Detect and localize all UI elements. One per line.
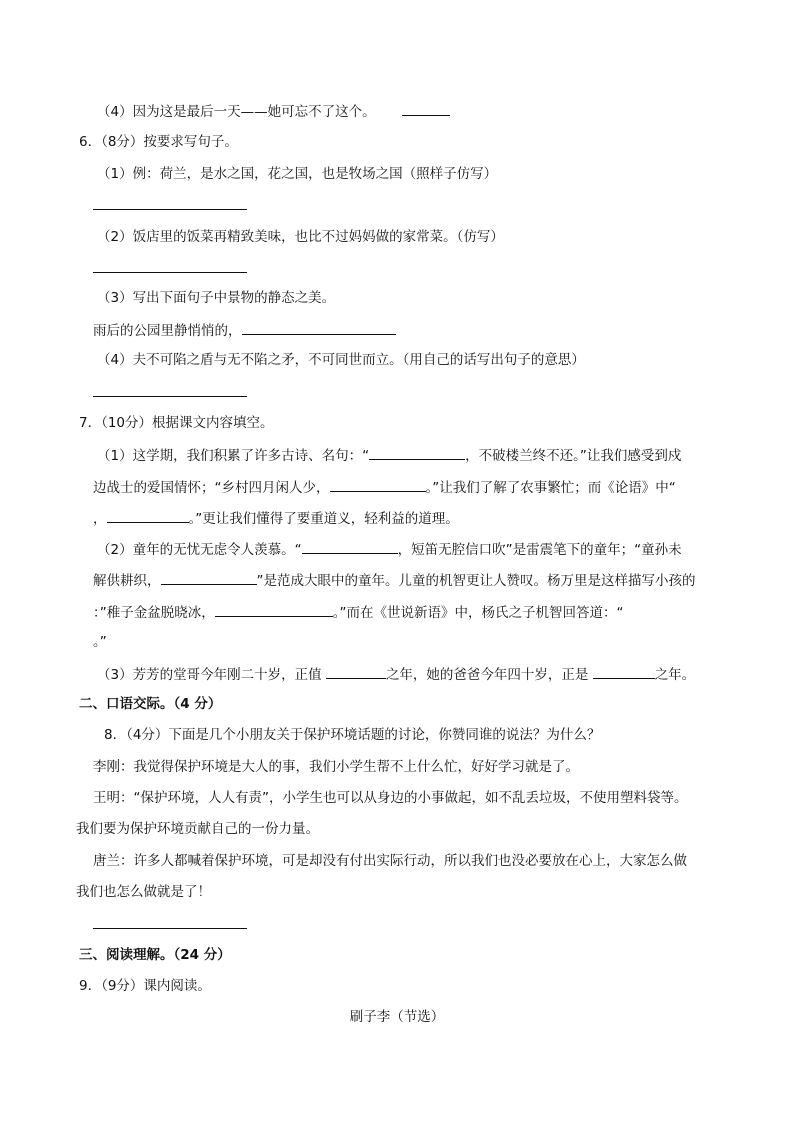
q7-p2-text-f: 。”而在《世说新语》中，杨氏之子机智回答道：“: [332, 605, 624, 621]
q7-p1-blank-2[interactable]: [330, 477, 426, 492]
q7-p2-line2: [93, 570, 696, 590]
q6-sub1: （1）例：荷兰，是水之国，花之国，也是牧场之国（照样子仿写）: [97, 166, 498, 182]
q8-tanglan-2: 我们也怎么做就是了！: [76, 884, 211, 900]
q7-p2-text-a: （2）童年的无忧无虑令人羡慕。“: [97, 542, 302, 558]
q5-sub4: [97, 101, 450, 121]
q7-p3-blank-2[interactable]: [593, 664, 655, 679]
q8-prompt: 8．（4分）下面是几个小朋友关于保护环境话题的讨论，你赞同谁的说法？为什么？: [104, 727, 601, 743]
q7-p3: [97, 664, 695, 684]
q8-tanglan-1: 唐兰：许多人都喊着保护环境，可是却没有付出实际行动，所以我们也没必要放在心上，大家怎么做: [93, 853, 687, 869]
q6-sub3-sentence: [93, 320, 396, 340]
q7-p1-text-e: ，: [93, 511, 107, 527]
q7-p3-text-c: 之年。: [654, 667, 696, 683]
q7-p1-line3: [93, 508, 459, 528]
q6-sub1-answer-line[interactable]: [93, 209, 247, 210]
q6-sub4-answer-line[interactable]: [93, 396, 247, 397]
q6-sub3: （3）写出下面句子中景物的静态之美。: [97, 290, 336, 306]
q7-p2-text-e: ：”稚子金盆脱晓冰，: [93, 605, 215, 621]
q6-sub4: （4）夫不可陷之盾与无不陷之矛，不可同世而立。（用自己的话写出句子的意思）: [97, 352, 585, 368]
q7-p2-blank-2[interactable]: [161, 570, 257, 585]
q8-wangming-1: 王明：“保护环境，人人有责”，小学生也可以从身边的小事做起，如不乱丢垃圾，不使用塑料袋等。: [93, 790, 688, 806]
q6-sub3-answer-blank[interactable]: [242, 320, 396, 335]
q7-p1-blank-3[interactable]: [107, 508, 189, 523]
passage-title: 刷子李（节选）: [349, 1009, 445, 1025]
q7-p2-text-c: 解供耕织，: [93, 573, 161, 589]
section2-header: 二、口语交际。（4 分）: [79, 696, 222, 712]
q7-p2-line1: [97, 539, 682, 559]
q6-header: 6．（8分）按要求写句子。: [79, 134, 238, 150]
q5-sub4-text: （4）因为这是最后一天——她可忘不了这个。: [97, 104, 376, 120]
q6-sub3-sentence-text: 雨后的公园里静悄悄的，: [93, 323, 242, 339]
q8-ligang: 李刚：我觉得保护环境是大人的事，我们小学生帮不上什么忙，好好学习就是了。: [93, 759, 579, 775]
q7-p1-line2: [93, 477, 676, 497]
q7-p1-text-c: 边战士的爱国情怀；“乡村四月闲人少，: [93, 480, 330, 496]
q7-p2-line4: 。”: [93, 634, 107, 650]
section3-header: 三、阅读理解。（24 分）: [79, 947, 231, 963]
q9-header: 9．（9分）课内阅读。: [79, 978, 211, 994]
q5-sub4-answer-blank[interactable]: [402, 101, 450, 116]
q7-p1-text-f: 。”更让我们懂得了要重道义，轻利益的道理。: [188, 511, 459, 527]
q6-sub2: （2）饭店里的饭菜再精致美味，也比不过妈妈做的家常菜。（仿写）: [97, 229, 504, 245]
q7-p3-blank-1[interactable]: [326, 664, 386, 679]
q7-p2-blank-3[interactable]: [215, 602, 333, 617]
q7-p1-text-b: ，不破楼兰终不还。”让我们感受到戍: [465, 448, 682, 464]
q8-answer-line[interactable]: [93, 928, 247, 929]
q7-p2-line3: [93, 602, 624, 622]
q7-p2-text-b: ，短笛无腔信口吹”是雷震笔下的童年；“童孙未: [397, 542, 682, 558]
q7-p1-line1: [97, 445, 681, 465]
q7-p1-text-a: （1）这学期，我们积累了许多古诗、名句：“: [97, 448, 370, 464]
q7-p3-text-a: （3）芳芳的堂哥今年刚二十岁，正值: [97, 667, 326, 683]
q8-wangming-2: 我们要为保护环境贡献自己的一份力量。: [76, 821, 319, 837]
q6-sub2-answer-line[interactable]: [93, 272, 247, 273]
q7-p1-text-d: 。”让我们了解了农事繁忙；而《论语》中“: [425, 480, 676, 496]
q7-p3-text-b: 之年，她的爸爸今年四十岁，正是: [385, 667, 593, 683]
q7-header: 7．（10分）根据课文内容填空。: [79, 415, 274, 431]
q7-p1-blank-1[interactable]: [369, 445, 465, 460]
q7-p2-blank-1[interactable]: [302, 539, 398, 554]
q7-p2-text-d: ”是范成大眼中的童年。儿童的机智更让人赞叹。杨万里是这样描写小孩的: [256, 573, 696, 589]
